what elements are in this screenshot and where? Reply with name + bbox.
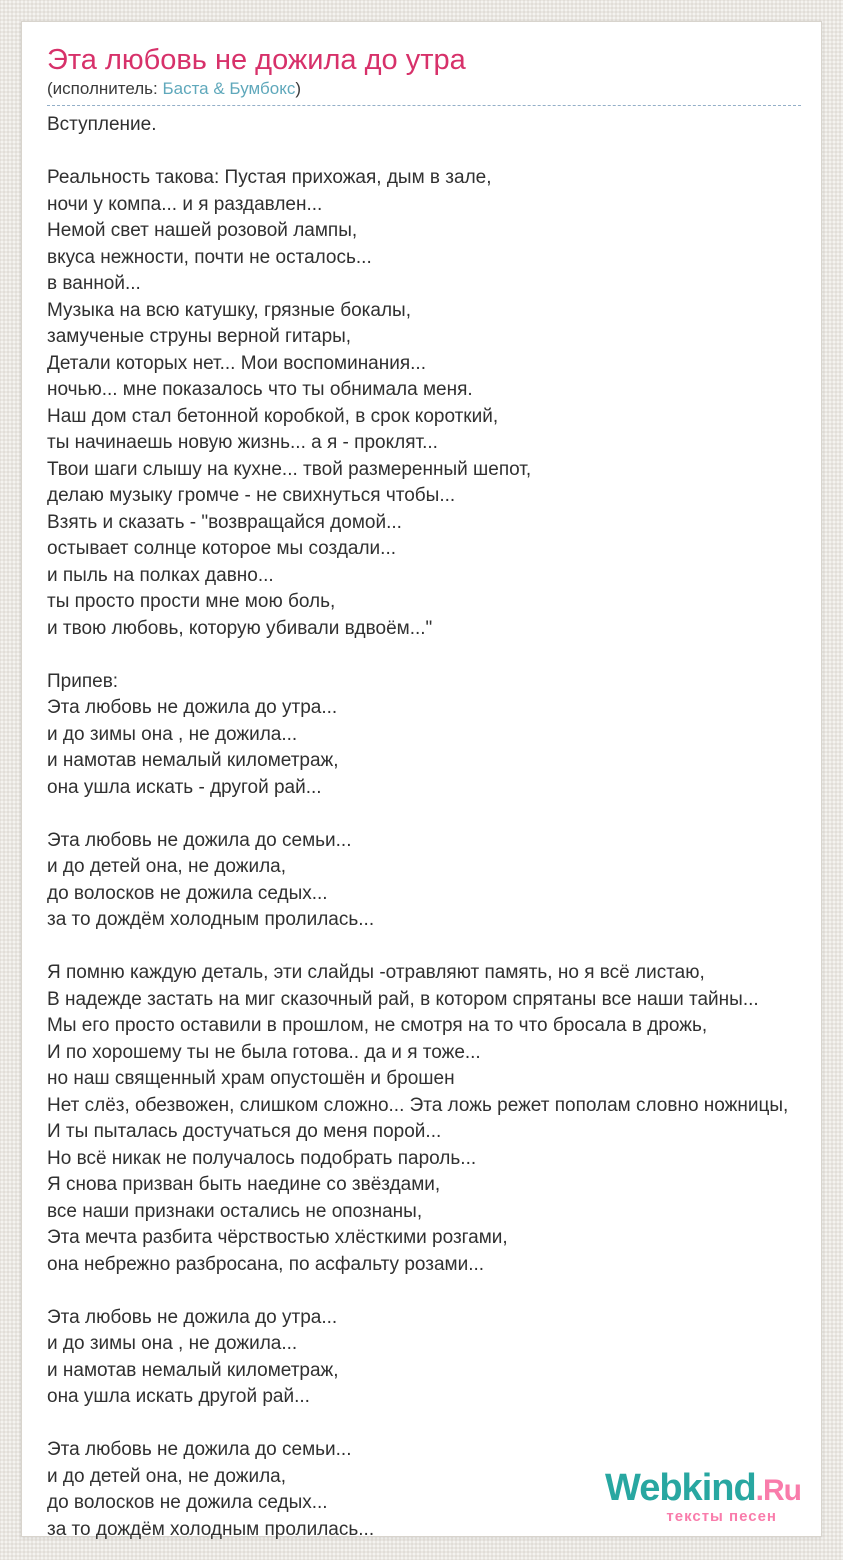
lyric-line: Эта любовь не дожила до утра... [47, 1306, 338, 1328]
lyric-line: и до зимы она , не дожила... [47, 1333, 298, 1354]
webkind-logo-wordmark [605, 1469, 801, 1507]
lyric-line: остывает солнце которое мы создали... [47, 538, 397, 559]
lyric-line: Эта любовь не дожила до семьи... [47, 1439, 352, 1460]
stanza-gap [47, 1278, 801, 1305]
lyric-line: она небрежно разбросана, по асфальту розами... [47, 1253, 485, 1275]
lyric-line: И по хорошему ты не была готова.. да и я тоже... [47, 1041, 481, 1063]
stanza-gap [47, 1411, 801, 1438]
lyric-line: Вступление. [47, 114, 157, 135]
lyric-line: все наши признаки остались не опознаны, [47, 1200, 423, 1222]
lyric-line: и до зимы она , не дожила... [47, 723, 298, 745]
lyric-line: Немой свет нашей розовой лампы, [47, 220, 358, 241]
artist-link[interactable]: Баста & Бумбокс [162, 79, 296, 98]
artist-prefix-label: (исполнитель: [47, 79, 158, 98]
stanza-gap [47, 934, 801, 961]
lyric-line: Наш дом стал бетонной коробкой, в срок короткий, [47, 405, 499, 427]
lyric-line: Взять и сказать - "возвращайся домой... [47, 511, 402, 533]
lyric-line: Детали которых нет... Мои воспоминания... [47, 352, 426, 374]
lyric-line: и до детей она, не дожила, [47, 856, 287, 877]
lyric-line: делаю музыку громче - не свихнуться чтобы... [47, 485, 456, 506]
stanza-gap [47, 801, 801, 828]
lyric-line: и твою любовь, которую убивали вдвоём..." [47, 617, 433, 639]
lyric-line: и намотав немалый километраж, [47, 750, 339, 771]
lyric-line: вкуса нежности, почти не осталось... [47, 246, 372, 268]
lyrics-card [21, 21, 822, 1540]
artist-line [47, 79, 801, 106]
song-header [47, 44, 801, 106]
lyric-line: И ты пыталась достучаться до меня порой... [47, 1121, 442, 1142]
lyric-line: ночи у компа... и я раздавлен... [47, 193, 323, 215]
lyric-line: Но всё никак не получалось подобрать пароль... [47, 1147, 477, 1169]
song-title: Эта любовь не дожила до утра [47, 44, 466, 76]
lyric-line: Мы его просто оставили в прошлом, не смотря на то что бросала в дрожь, [47, 1015, 708, 1036]
webkind-logo-tagline: тексты песен [666, 1508, 777, 1525]
lyric-line: Припев: [47, 670, 119, 692]
lyric-line: она ушла искать - другой рай... [47, 776, 322, 798]
lyric-line: за то дождём холодным пролилась... [47, 1518, 375, 1540]
lyric-line: Твои шаги слышу на кухне... твой размеренный шепот, [47, 458, 532, 480]
lyric-line: ты начинаешь новую жизнь... а я - проклят... [47, 432, 438, 453]
lyric-line: замученые струны верной гитары, [47, 326, 352, 347]
lyric-line: Я снова призван быть наедине со звёздами, [47, 1174, 441, 1195]
lyric-line: за то дождём холодным пролилась... [47, 909, 375, 930]
stanza-gap [47, 139, 801, 166]
artist-suffix-label: ) [295, 79, 301, 98]
lyric-line: Нет слёз, обезвожен, слишком сложно... Эта ложь режет пополам словно ножницы, [47, 1094, 789, 1116]
lyric-line: Эта любовь не дожила до утра... [47, 697, 338, 718]
stanza-gap [47, 642, 801, 669]
lyric-line: но наш священный храм опустошён и брошен [47, 1068, 455, 1089]
lyric-line: она ушла искать другой рай... [47, 1386, 310, 1407]
lyrics-text [47, 106, 801, 1543]
webkind-logo[interactable] [605, 1469, 801, 1524]
lyric-line: Эта мечта разбита чёрствостью хлёсткими розгами, [47, 1227, 508, 1248]
lyric-line: Реальность такова: Пустая прихожая, дым в зале, [47, 167, 492, 188]
webkind-logo-main: Webkind [605, 1467, 756, 1509]
lyric-line: и намотав немалый километраж, [47, 1359, 339, 1381]
lyric-line: ночью... мне показалось что ты обнимала меня. [47, 379, 473, 400]
lyric-line: до волосков не дожила седых... [47, 1492, 328, 1513]
lyric-line: до волосков не дожила седых... [47, 882, 328, 904]
lyric-line: и пыль на полках давно... [47, 564, 274, 586]
lyric-line: Эта любовь не дожила до семьи... [47, 829, 352, 851]
webkind-logo-suffix: .Ru [755, 1474, 801, 1507]
lyric-line: В надежде застать на миг сказочный рай, в котором спрятаны все наши тайны... [47, 988, 759, 1010]
lyric-line: Я помню каждую деталь, эти слайды -отравляют память, но я всё листаю, [47, 962, 705, 983]
lyric-line: ты просто прости мне мою боль, [47, 591, 336, 612]
lyric-line: Музыка на всю катушку, грязные бокалы, [47, 299, 411, 321]
lyric-line: в ванной... [47, 273, 141, 294]
lyric-line: и до детей она, не дожила, [47, 1465, 287, 1487]
